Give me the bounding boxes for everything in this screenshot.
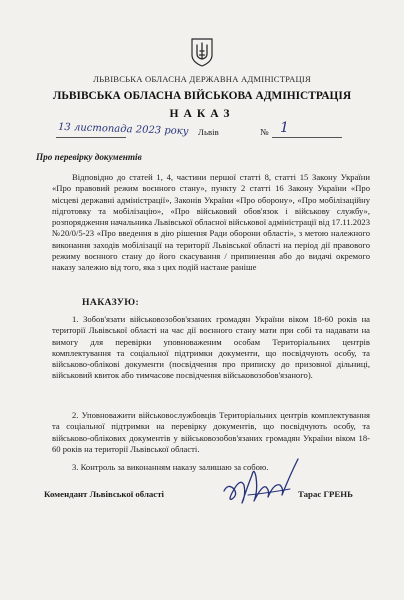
number-underline (272, 137, 342, 138)
order-item-2: 2. Уповноважити військовослужбовців Територіальних центрів комплектування та соціальної підтримки на перевірку документів, що посвідчують особу, та військово-облікових документів у військовозобов'язаних громадян України віком 18-60 років на території Львівської області. (52, 410, 370, 454)
order-item-1: 1. Зобов'язати військовозобов'язаних громадян України віком 18-60 років на території Львівської області на час дії воєнного стану мати при собі та надавати на вимогу для перевірки уповноваженим особам Територіальних центрів комплектування та соціальної підтримки документи, що посвідчують особу, та військово-облікові документи (посвідчення про приписку до призовної дільниці, військовий квиток або тимчасове посвідчення військовозобов'язаного). (52, 314, 370, 381)
number-label: № (260, 127, 269, 137)
handwritten-number: 1 (280, 120, 289, 136)
signer-name: Тарас ГРЕНЬ (298, 489, 353, 499)
handwritten-signature-icon (218, 455, 304, 515)
org-name-top: ЛЬВІВСЬКА ОБЛАСНА ДЕРЖАВНА АДМІНІСТРАЦІЯ (93, 74, 311, 84)
city-label: Львів (198, 127, 219, 137)
preamble-paragraph: Відповідно до статей 1, 4, частини першої статті 8, статті 15 Закону України «Про правовий режим воєнного стану», пункту 2 статті 16 Закону України «Про місцеві державні адміністрації», Законів України «Про оборону», «Про мобілізаційну підготовку та мобілізацію», «Про військовий обов'язок і військову службу», розпорядження начальника Львівської обласної військової адміністрації від 17.11.2023 №20/0/5-23 «Про введення в дію рішення Ради оборони області», з метою належного виконання заходів мобілізації на території Львівської області на період дії правового режиму воєнного стану до його скасування / припинення або до видачі окремого наказу залежно від того, яка з цих подій настане раніше (52, 172, 370, 273)
date-underline (56, 137, 126, 138)
org-name-main: ЛЬВІВСЬКА ОБЛАСНА ВІЙСЬКОВА АДМІНІСТРАЦІЯ (52, 90, 352, 102)
handwritten-date: 13 листопада 2023 року (57, 121, 189, 138)
signer-title: Комендант Львівської області (44, 489, 164, 499)
trident-emblem-icon (189, 37, 215, 67)
document-subject: Про перевірку документів (36, 152, 142, 162)
document-type: НАКАЗ (169, 107, 235, 120)
decree-heading: НАКАЗУЮ: (82, 297, 140, 308)
order-item-3: 3. Контроль за виконанням наказу залишаю за собою. (72, 462, 269, 472)
